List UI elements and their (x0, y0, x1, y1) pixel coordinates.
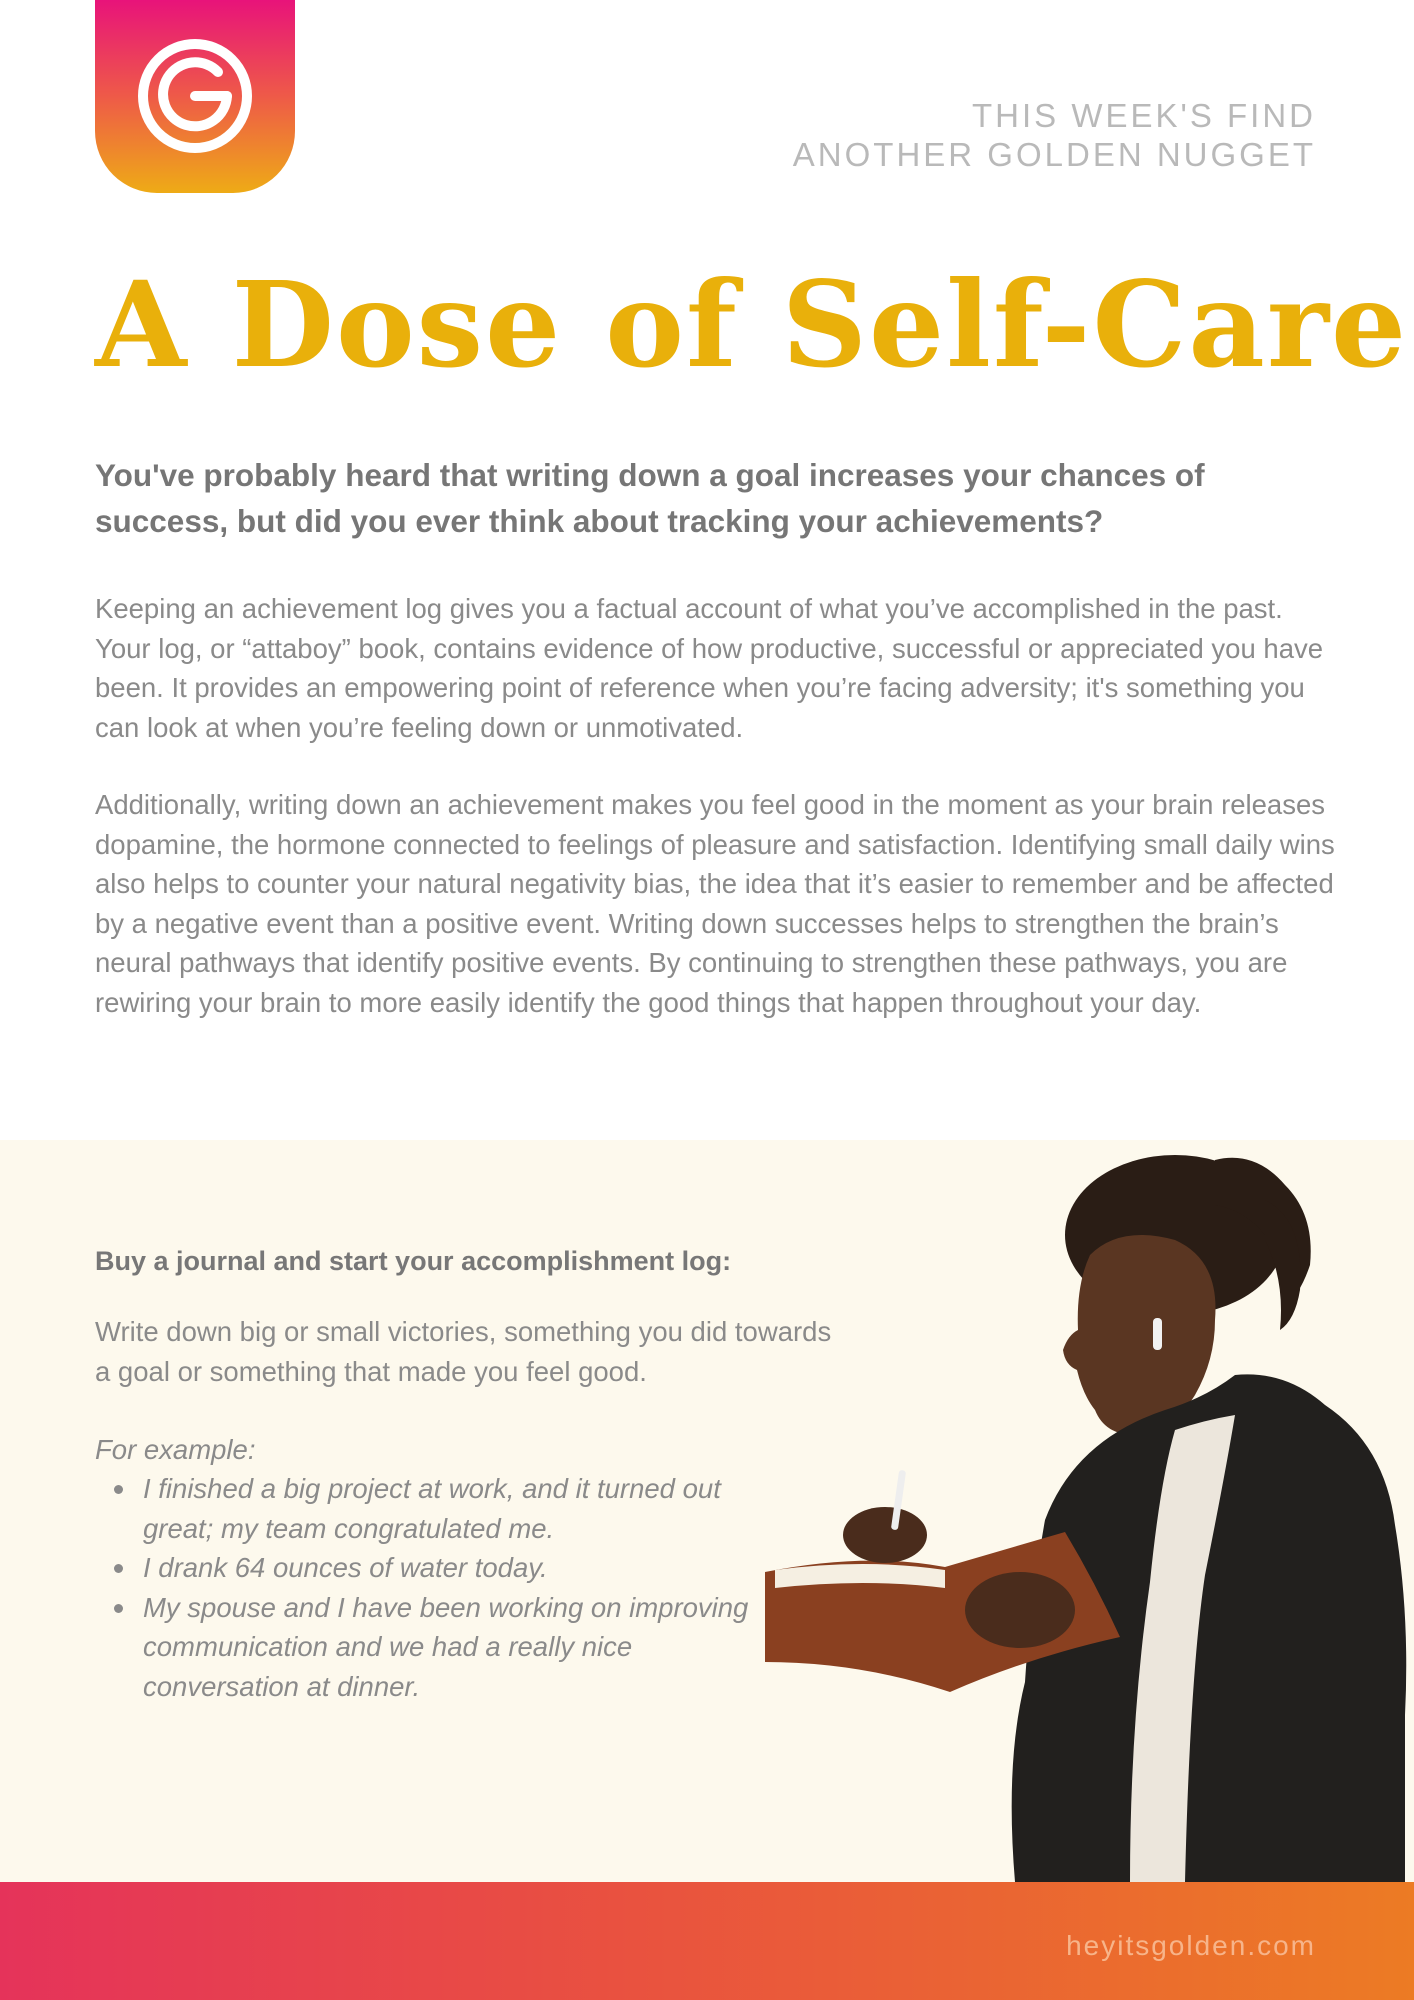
journal-section-text: Write down big or small victories, something you did towards a goal or something that made you feel good. (95, 1316, 832, 1387)
earbud (1153, 1318, 1162, 1350)
body-paragraph-1: Keeping an achievement log gives you a factual account of what you’ve accomplished in the past. Your log, or “attaboy” book, contains evidence of how productive, successful or appreciated you have been. It provides an empowering point of reference when you’re facing adversity; it's something you can look at when you’re feeling down or unmotivated. (95, 593, 1324, 743)
brand-logo-tab (95, 0, 295, 193)
kicker-line-2: ANOTHER GOLDEN NUGGET (792, 136, 1316, 173)
list-item: I drank 64 ounces of water today. (95, 1548, 795, 1588)
body-paragraph-2: Additionally, writing down an achievement makes you feel good in the moment as your brain releases dopamine, the hormone connected to feelings of pleasure and satisfaction. Identifying small daily wins also helps to counter your natural negativity bias, the idea that it’s easier to remember and be affected by a negative event than a positive event. Writing down successes helps to strengthen the brain’s neural pathways that identify positive events. By continuing to strengthen these pathways, you are rewiring your brain to more easily identify the good things that happen throughout your day. (95, 789, 1335, 1018)
page-title: A Dose of Self-Care (95, 255, 1409, 394)
golden-g-logo-icon (138, 39, 252, 153)
journal-section-heading: Buy a journal and start your accomplishment log: (95, 1246, 732, 1276)
kicker-line-1: THIS WEEK'S FIND (972, 97, 1316, 134)
footer-website-link[interactable]: heyitsgolden.com (1066, 1930, 1316, 1961)
header-kicker (793, 96, 1316, 174)
list-item: My spouse and I have been working on improving communication and we had a really nice conversation at dinner. (95, 1588, 795, 1707)
lead-paragraph: You've probably heard that writing down a goal increases your chances of success, but did you ever think about tracking your achievements? (95, 457, 1205, 539)
list-item: I finished a big project at work, and it turned out great; my team congratulated me. (95, 1469, 795, 1548)
example-list (95, 1469, 795, 1706)
example-intro: For example: (95, 1434, 256, 1465)
man-writing-in-journal-photo (745, 1140, 1414, 1882)
